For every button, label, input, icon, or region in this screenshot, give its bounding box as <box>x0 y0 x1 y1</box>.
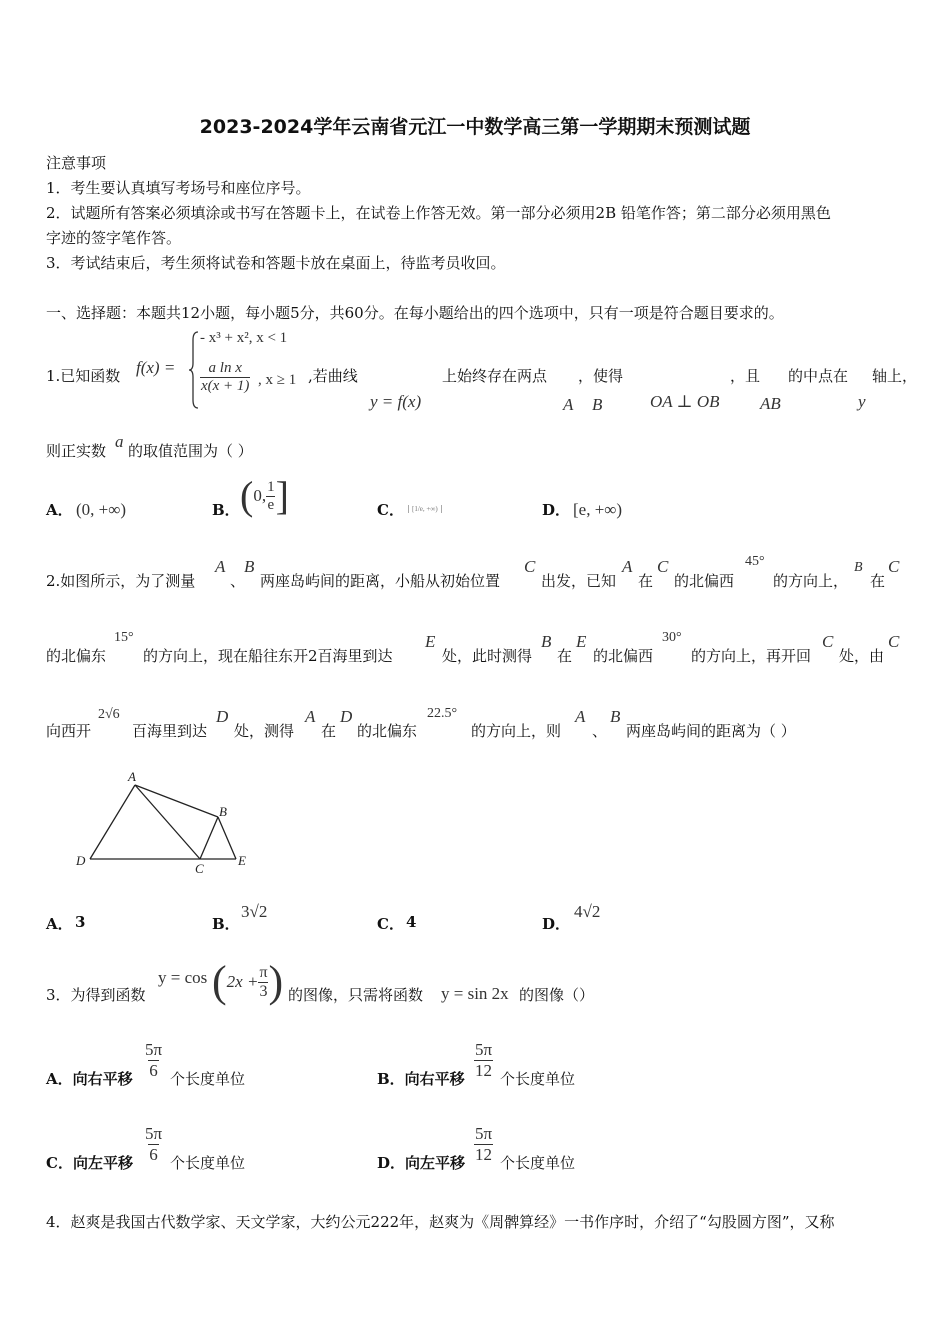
q1-option-a: (0, +∞) <box>76 500 127 519</box>
q1-text: ,若曲线 <box>308 367 358 385</box>
page-title: 2023-2024学年云南省元江一中数学高三第一学期期末预测试题 <box>199 116 751 138</box>
q2-angle: 45° <box>745 554 765 569</box>
fig-label-c: C <box>195 861 204 876</box>
q1-option-c: [1/e, +∞) <box>408 505 442 513</box>
q3-unit: 个长度单位 <box>170 1070 246 1088</box>
q3-option-b-frac <box>474 1040 493 1081</box>
q2-text: 的方向上，则 <box>471 722 562 740</box>
q2-text: 的北偏西 <box>593 647 654 665</box>
q1-text: 的中点在 <box>788 367 849 385</box>
q1-point-a: A <box>563 395 574 414</box>
q2-text: 两座岛屿间的距离，小船从初始位置 <box>260 572 501 590</box>
q2-text: 在 <box>321 722 337 740</box>
fig-label-e: E <box>238 853 246 868</box>
q3-text: 的图像（） <box>519 986 595 1004</box>
frac-num: 5π <box>475 1040 493 1059</box>
q1-case2-den: x(x + 1) <box>201 378 250 394</box>
q2-var: C <box>822 632 834 651</box>
q1-text: ，使得 <box>578 367 624 385</box>
q2-var: A <box>575 707 586 726</box>
option-label: A． <box>46 915 73 933</box>
q2-text: 处，此时测得 <box>442 647 533 665</box>
frac-den: 12 <box>475 1145 493 1164</box>
q2-distance: 2√6 <box>98 707 120 722</box>
q1-case2 <box>200 360 250 395</box>
q3-arg: 2x + <box>226 972 259 991</box>
q2-text: 的北偏西 <box>674 572 735 590</box>
q3-func1: y = cos <box>158 968 208 987</box>
frac-num: 5π <box>475 1124 493 1143</box>
q2-angle: 15° <box>114 630 134 645</box>
q2-text: 百海里到达 <box>132 722 208 740</box>
q1-perp: OA ⊥ OB <box>650 392 720 411</box>
q1-option-b-den: e <box>267 496 275 513</box>
q3-prefix: 3．为得到函数 <box>46 986 146 1004</box>
q1-text: 轴上， <box>872 367 918 385</box>
q2-text: 的北偏东 <box>46 647 107 665</box>
q2-angle: 22.5° <box>427 706 458 721</box>
q2-var: B <box>244 557 255 576</box>
notice-item: 字迹的签字笔作答。 <box>46 229 182 247</box>
q1-text: 上始终存在两点 <box>442 367 548 385</box>
notice-heading: 注意事项 <box>46 154 107 172</box>
q2-var: C <box>888 632 900 651</box>
q2-angle: 30° <box>662 630 682 645</box>
q2-var: E <box>576 632 587 651</box>
option-label: A．向右平移 <box>46 1070 133 1088</box>
q2-var: E <box>425 632 436 651</box>
q2-option-a: 3 <box>75 913 86 931</box>
q2-option-d: 4√2 <box>574 902 601 921</box>
q2-text: 在 <box>638 572 654 590</box>
q1-case2-cond: , x ≥ 1 <box>258 372 297 388</box>
option-label: D．向左平移 <box>377 1154 466 1172</box>
notice-item: 3．考试结束后，考生须将试卷和答题卡放在桌面上，待监考员收回。 <box>46 254 506 272</box>
notice-item: 2．试题所有答案必须填涂或书写在答题卡上，在试卷上作答无效。第一部分必须用2B 铅笔作答；第二部分必须用黑色 <box>46 204 831 222</box>
piecewise-brace <box>188 330 200 410</box>
q2-text: 在 <box>557 647 573 665</box>
section-heading: 一、选择题：本题共12小题，每小题5分，共60分。在每小题给出的四个选项中，只有一项是符合题目要求的。 <box>46 304 784 322</box>
q1-option-b-num: 1 <box>267 478 275 495</box>
q1-line2: 则正实数 <box>46 442 107 460</box>
frac-den: 6 <box>149 1145 158 1164</box>
q1-text: ，且 <box>730 367 761 385</box>
q2-var: B <box>610 707 621 726</box>
q1-option-b-pre: 0, <box>253 486 267 505</box>
q4-text: 4．赵爽是我国古代数学家、天文学家，大约公元222年，赵爽为《周髀算经》一书作序时，介绍了“勾股圆方图”，又称 <box>46 1213 835 1231</box>
q2-text: 两座岛屿间的距离为（ ） <box>626 722 796 740</box>
option-label: D． <box>542 501 571 519</box>
notice-item: 1．考生要认真填写考场号和座位序号。 <box>46 179 311 197</box>
q2-var: C <box>524 557 536 576</box>
q1-ab: AB <box>760 394 781 413</box>
q1-case1: - x³ + x², x < 1 <box>200 330 288 346</box>
option-label: A． <box>46 501 73 519</box>
q1-case2-num: a ln x <box>208 360 242 376</box>
q1-a: a <box>115 432 124 451</box>
q3-unit: 个长度单位 <box>170 1154 246 1172</box>
q2-var: B <box>541 632 552 651</box>
frac-den: 6 <box>149 1061 158 1080</box>
q2-text: 处，测得 <box>234 722 295 740</box>
q2-option-b: 3√2 <box>241 902 268 921</box>
q3-pi: π <box>259 963 268 981</box>
fig-label-b: B <box>219 804 227 819</box>
q1-fx: f(x) = <box>136 358 176 377</box>
fig-label-a: A <box>128 769 136 784</box>
q2-text: 的方向上， <box>773 572 849 590</box>
q2-option-c: 4 <box>406 913 417 931</box>
q1-curve: y = f(x) <box>370 392 422 411</box>
option-label: C． <box>377 501 404 519</box>
q2-text: 的方向上，再开回 <box>691 647 812 665</box>
q2-text: 向西开 <box>46 722 92 740</box>
q3-text: 的图像，只需将函数 <box>288 986 424 1004</box>
q1-option-b: (0, $\frac{1}{e}$ ] <box>240 473 289 518</box>
q2-var: D <box>216 707 229 726</box>
q3-three: 3 <box>259 982 268 1000</box>
q2-text: 2.如图所示，为了测量 <box>46 572 196 590</box>
option-label: D． <box>542 915 571 933</box>
q2-text: 在 <box>870 572 886 590</box>
frac-den: 12 <box>475 1061 493 1080</box>
frac-num: 5π <box>145 1124 163 1143</box>
q1-option-d: [e, +∞) <box>573 500 623 519</box>
q3-option-a-frac <box>144 1040 163 1081</box>
q3-func2: y = sin 2x <box>441 984 509 1003</box>
q3-func1-arg: (2x + $\frac{\pi}{3}$ ) <box>212 957 284 1006</box>
q2-var: A <box>305 707 316 726</box>
fig-label-d: D <box>76 853 86 868</box>
q2-text: 处，由 <box>839 647 885 665</box>
option-label: C．向左平移 <box>46 1154 133 1172</box>
q3-unit: 个长度单位 <box>500 1070 576 1088</box>
q2-var: D <box>340 707 353 726</box>
q1-prefix: 1.已知函数 <box>46 367 121 385</box>
q2-var: C <box>888 557 900 576</box>
q2-var: C <box>657 557 669 576</box>
option-label: C． <box>377 915 404 933</box>
q3-option-d-frac <box>474 1124 493 1165</box>
q2-text: 、 <box>230 572 246 590</box>
q2-triangle-figure <box>70 765 260 877</box>
option-label: B．向右平移 <box>377 1070 465 1088</box>
q3-unit: 个长度单位 <box>500 1154 576 1172</box>
q2-var: A <box>215 557 226 576</box>
q2-text: 出发，已知 <box>541 572 617 590</box>
q1-line2: 的取值范围为（ ） <box>128 442 253 460</box>
q2-text: 的北偏东 <box>357 722 418 740</box>
q1-point-b: B <box>592 395 603 414</box>
option-label: B． <box>212 501 240 519</box>
q2-var: B <box>854 560 863 575</box>
frac-num: 5π <box>145 1040 163 1059</box>
q2-text: 的方向上，现在船往东开2百海里到达 <box>143 647 393 665</box>
q2-text: 、 <box>592 722 608 740</box>
option-label: B． <box>212 915 240 933</box>
q3-option-c-frac <box>144 1124 163 1165</box>
q1-y: y <box>858 392 866 411</box>
q2-var: A <box>622 557 633 576</box>
